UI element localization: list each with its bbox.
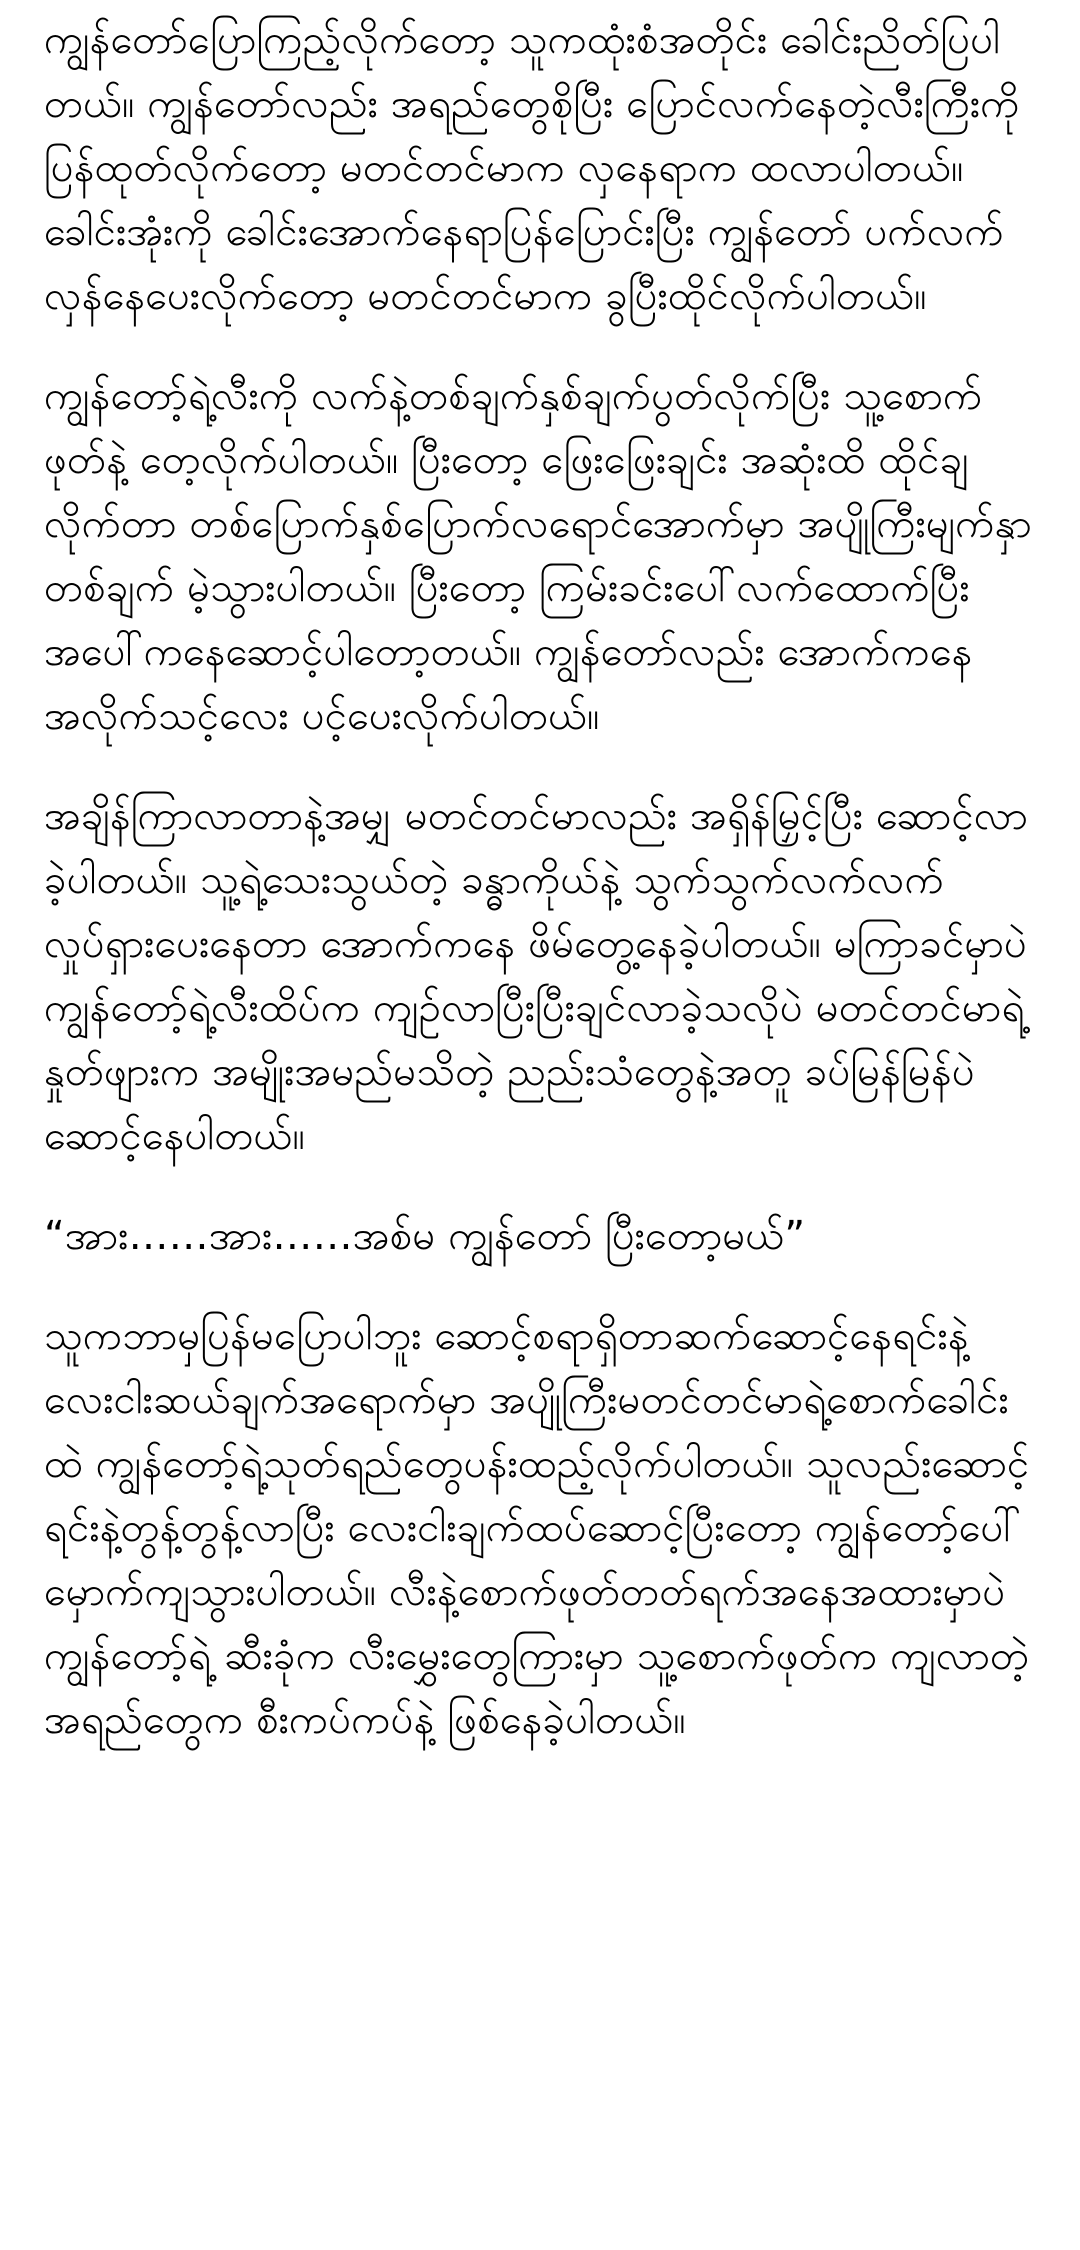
- paragraph: သူကဘာမှပြန်မပြောပါဘူး ဆောင့်စရာရှိတာဆက်ဆောင့်နေရင်းနဲ့ လေးငါးဆယ်ချက်အရောက်မှာ အပျိုကြီးမတင်တင်မာရဲ့စောက်ခေါင်းထဲ ကျွန်တော့်ရဲ့သုတ်ရည်တွေပန်းထည့်လိုက်ပါတယ်။ သူလည်းဆောင့်ရင်းနဲ့တွန့်တွန့်လာပြီး လေးငါးချက်ထပ်ဆောင့်ပြီးတော့ ကျွန်တော့်ပေါ်မှောက်ကျသွားပါတယ်။ လီးနဲ့စောက်ဖုတ်တတ်ရက်အနေအထားမှာပဲ ကျွန်တော့်ရဲ့ ဆီးခုံက လီးမွှေးတွေကြားမှာ သူ့စောက်ဖုတ်က ကျလာတဲ့ အရည်တွေက စီးကပ်ကပ်နဲ့ ဖြစ်နေခဲ့ပါတယ်။: [44, 1313, 1030, 1743]
- paragraph: ကျွန်တော်ပြောကြည့်လိုက်တော့ သူကထုံးစံအတိုင်း ခေါင်းညိတ်ပြပါတယ်။ ကျွန်တော်လည်း အရည်တွေစိုပြီး ပြောင်လက်နေတဲ့လီးကြီးကို ပြန်ထုတ်လိုက်တော့ မတင်တင်မာက လှနေရာက ထလာပါတယ်။ ခေါင်းအုံးကို ခေါင်းအောက်နေရာပြန်ပြောင်းပြီး ကျွန်တော် ပက်လက်လှန်နေပေးလိုက်တော့ မတင်တင်မာက ခွပြီးထိုင်လိုက်ပါတယ်။: [44, 17, 1020, 319]
- paragraph: ကျွန်တော့်ရဲ့လီးကို လက်နဲ့တစ်ချက်နှစ်ချက်ပွတ်လိုက်ပြီး သူ့စောက်ဖုတ်နဲ့ တေ့လိုက်ပါတယ်။ ပြီးတော့ ဖြေးဖြေးချင်း အဆုံးထိ ထိုင်ချလိုက်တာ တစ်ပြောက်နှစ်ပြောက်လရောင်အောက်မှာ အပျိုကြီးမျက်နှာတစ်ချက် မဲ့သွားပါတယ်။ ပြီးတော့ ကြမ်းခင်းပေါ်လက်ထောက်ပြီး အပေါ်ကနေဆောင့်ပါတော့တယ်။ ကျွန်တော်လည်း အောက်ကနေ အလိုက်သင့်လေး ပင့်ပေးလိုက်ပါတယ်။: [44, 373, 1032, 739]
- paragraph: အချိန်ကြာလာတာနဲ့အမျှ မတင်တင်မာလည်း အရှိန်မြှင့်ပြီး ဆောင့်လာခဲ့ပါတယ်။ သူ့ရဲ့သေးသွယ်တဲ့ ခန္ဓာကိုယ်နဲ့ သွက်သွက်လက်လက် လှုပ်ရှားပေးနေတာ အောက်ကနေ ဖိမ်တွေ့နေခဲ့ပါတယ်။ မကြာခင်မှာပဲ ကျွန်တော့်ရဲ့လီးထိပ်က ကျဉ်လာပြီးပြီးချင်လာခဲ့သလိုပဲ မတင်တင်မာရဲ့ နှုတ်ဖျားက အမျိုးအမည်မသိတဲ့ ညည်းသံတွေနဲ့အတူ ခပ်မြန်မြန်ပဲဆောင့်နေပါတယ်။: [44, 793, 1028, 1159]
- dialogue-line: “အား……အား……အစ်မ ကျွန်တော် ပြီးတော့မယ်”: [44, 1213, 806, 1259]
- document-body: [44, 8, 1044, 1788]
